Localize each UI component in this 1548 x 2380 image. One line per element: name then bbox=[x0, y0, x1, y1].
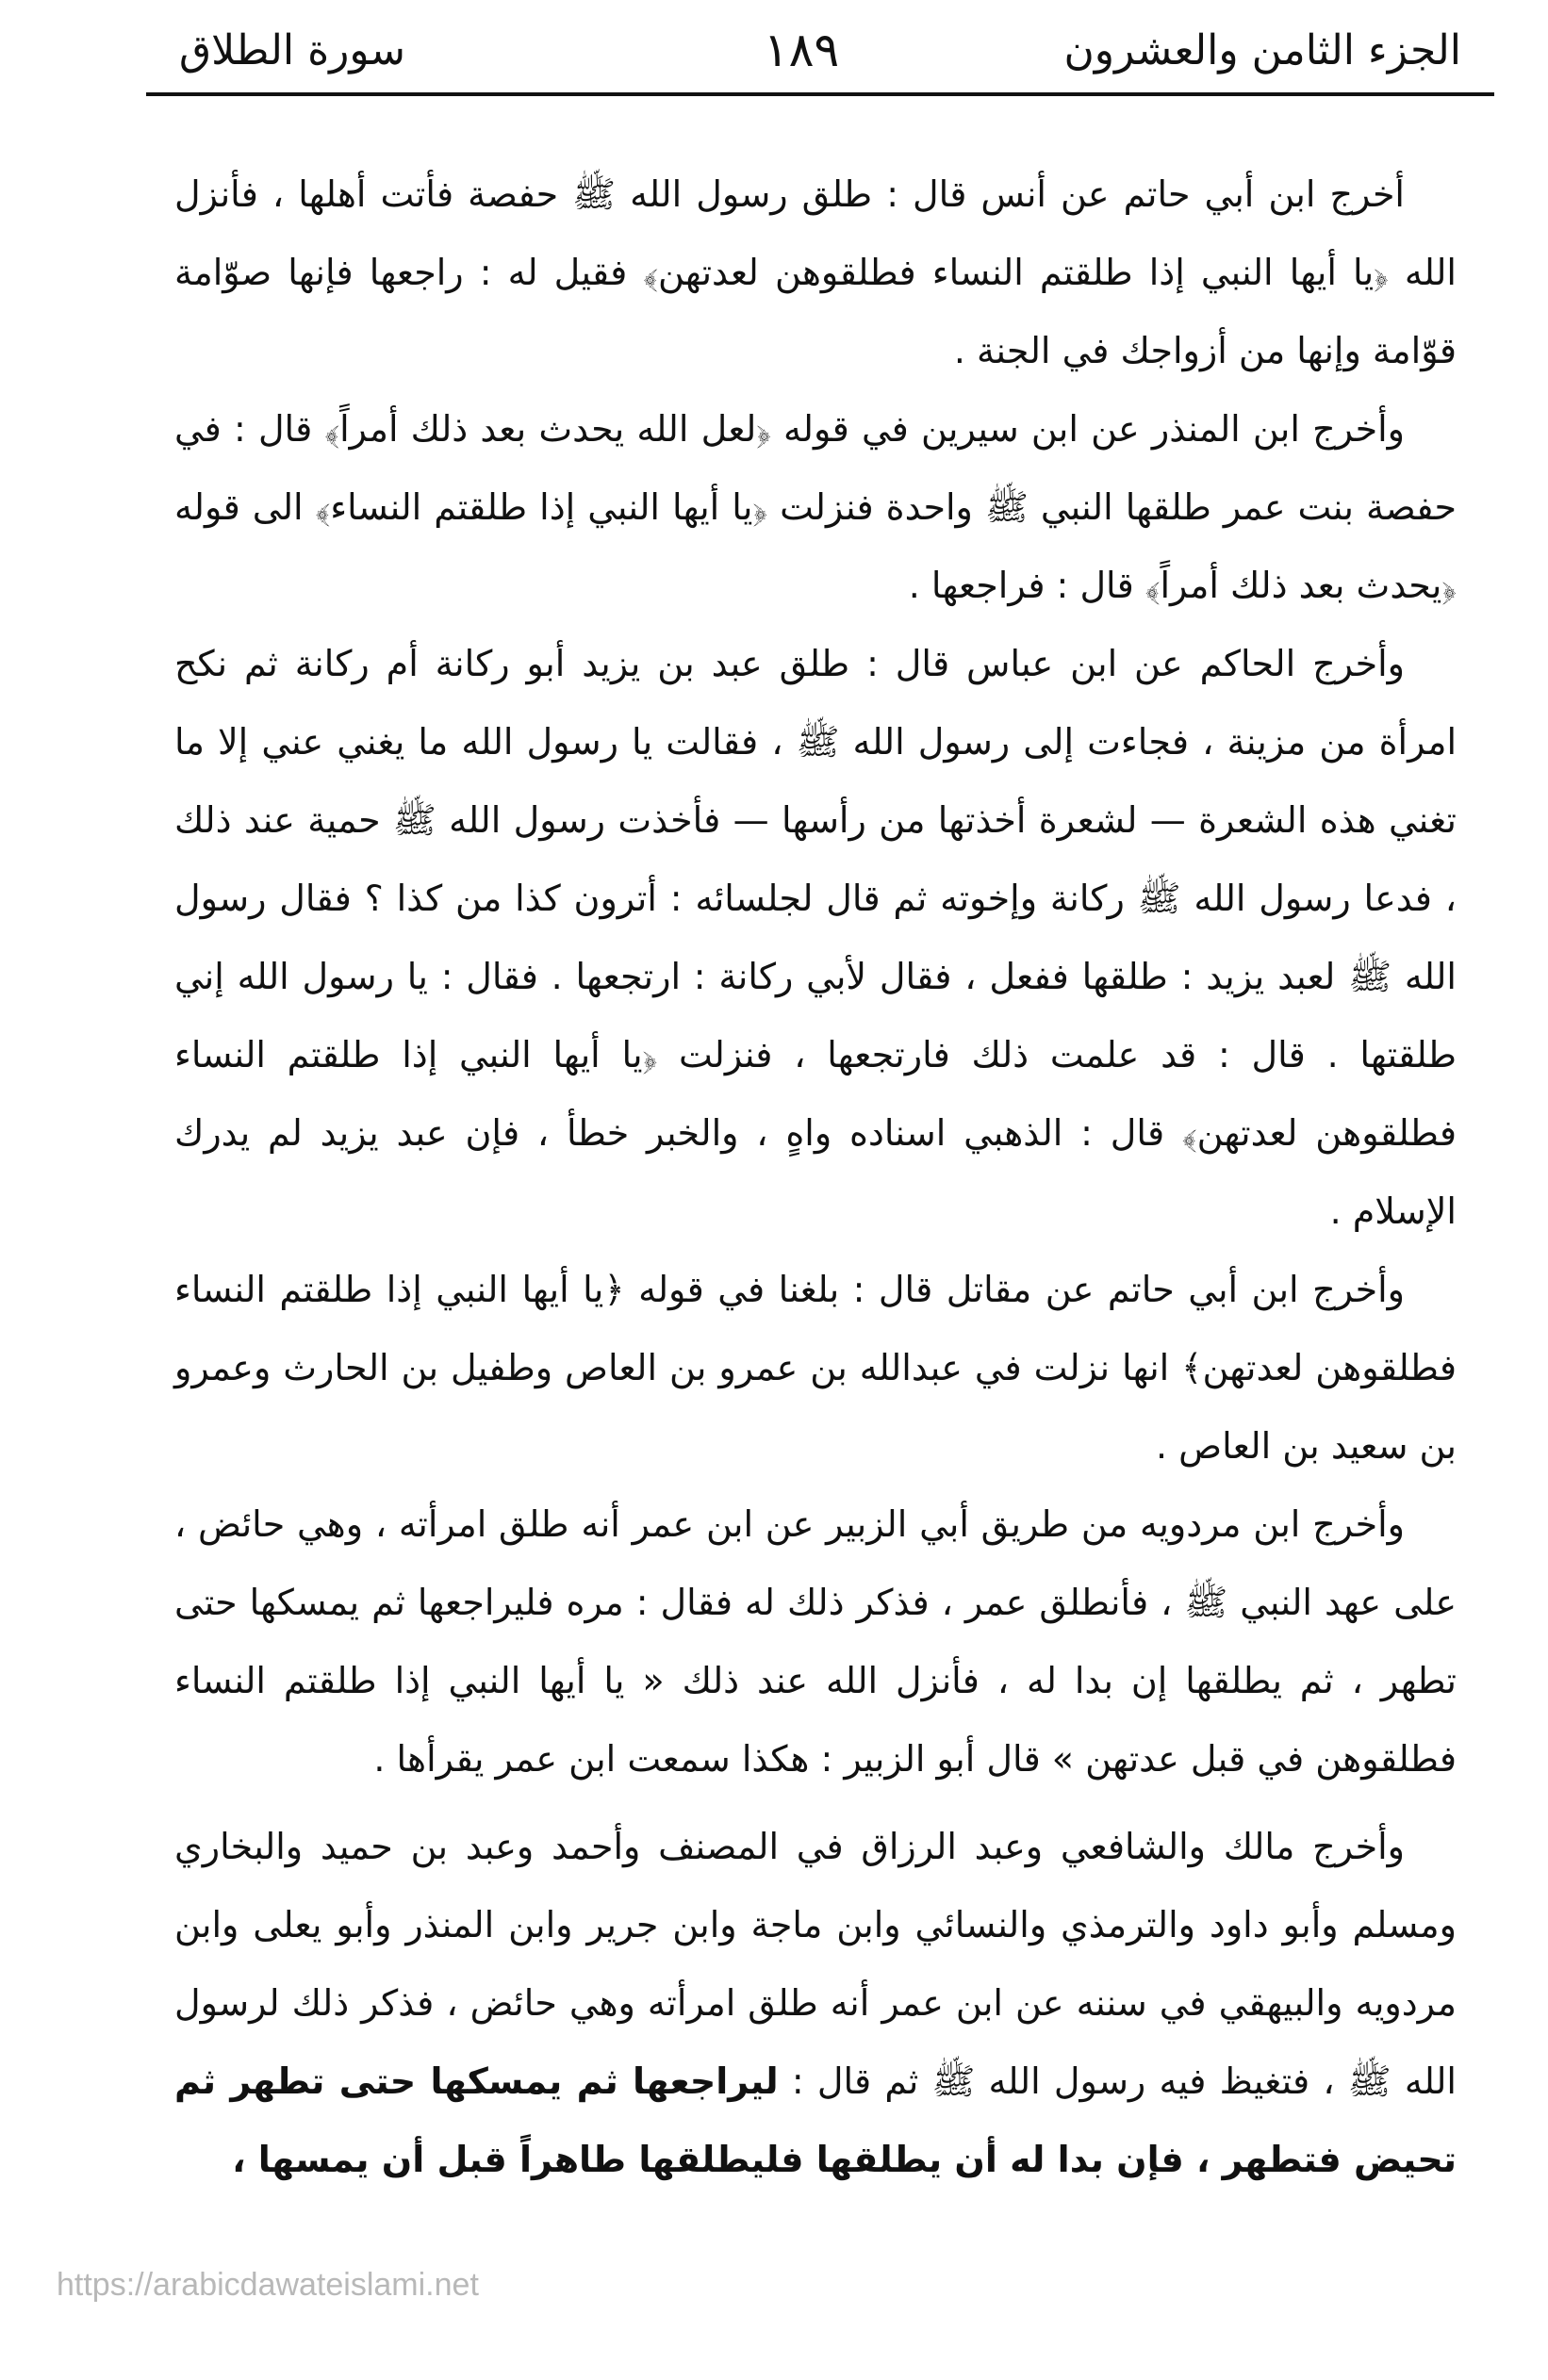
watermark-url: https://arabicdawateislami.net bbox=[57, 2267, 479, 2303]
page-body bbox=[174, 156, 1457, 2199]
header-divider bbox=[146, 92, 1494, 96]
page-number: ١٨٩ bbox=[763, 23, 840, 77]
paragraph-ibn-abbas: وأخرج الحاكم عن ابن عباس قال : طلق عبد بن يزيد أبو ركانة أم ركانة ثم نكح امرأة من مزينة ، فجاءت إلى رسول الله ﷺ ، فقالت يا رسول الله ما يغني عني إلا ما تغني هذه الشعرة — لشعرة أخذتها من رأسها — فأخذت رسول الله ﷺ حمية عند ذلك ، فدعا رسول الله ﷺ ركانة وإخوته ثم قال لجلسائه : أترون كذا من كذا ؟ فقال رسول الله ﷺ لعبد يزيد : طلقها ففعل ، فقال لأبي ركانة : ارتجعها . فقال : يا رسول الله إني طلقتها . قال : قد علمت ذلك فارتجعها ، فنزلت ﴿يا أيها النبي إذا طلقتم النساء فطلقوهن لعدتهن﴾ قال : الذهبي اسناده واهٍ ، والخبر خطأ ، فإن عبد يزيد لم يدرك الإسلام . bbox=[174, 643, 1457, 1232]
running-head-part: الجزء الثامن والعشرون bbox=[1063, 26, 1461, 74]
paragraph-anas: أخرج ابن أبي حاتم عن أنس قال : طلق رسول الله ﷺ حفصة فأتت أهلها ، فأنزل الله ﴿يا أيها النبي إذا طلقتم النساء فطلقوهن لعدتهن﴾ فقيل له : راجعها فإنها صوّامة قوّامة وإنها من أزواجك في الجنة . bbox=[174, 173, 1457, 371]
paragraph-malik-bold-text: ليراجعها ثم يمسكها حتى تطهر ثم تحيض فتطهر ، فإن بدا له أن يطلقها فليطلقها طاهراً قبل أن يمسها ، bbox=[174, 2060, 1457, 2180]
paragraph-muqatil: وأخرج ابن أبي حاتم عن مقاتل قال : بلغنا في قوله ﴿يا أيها النبي إذا طلقتم النساء فطلقوهن لعدتهن﴾ انها نزلت في عبدالله بن عمرو بن العاص وطفيل بن الحارث وعمرو بن سعيد بن العاص . bbox=[174, 1269, 1457, 1467]
running-head-surah: سورة الطلاق bbox=[179, 26, 406, 74]
paragraph-malik bbox=[174, 1808, 1457, 2199]
paragraph-abu-zubair: وأخرج ابن مردويه من طريق أبي الزبير عن ابن عمر أنه طلق امرأته ، وهي حائض ، على عهد النبي ﷺ ، فأنطلق عمر ، فذكر ذلك له فقال : مره فليراجعها ثم يمسكها حتى تطهر ، ثم يطلقها إن بدا له ، فأنزل الله عند ذلك « يا أيها النبي إذا طلقتم النساء فطلقوهن في قبل عدتهن » قال أبو الزبير : هكذا سمعت ابن عمر يقرأها . bbox=[174, 1503, 1457, 1780]
paragraph-malik-text: وأخرج مالك والشافعي وعبد الرزاق في المصنف وأحمد وعبد بن حميد والبخاري ومسلم وأبو داود والترمذي والنسائي وابن ماجة وابن جرير وابن المنذر وأبو يعلى وابن مردويه والبيهقي في سننه عن ابن عمر أنه طلق امرأته وهي حائض ، فذكر ذلك لرسول الله ﷺ ، فتغيظ فيه رسول الله ﷺ ثم قال : bbox=[174, 1826, 1457, 2102]
page-header bbox=[141, 17, 1461, 92]
paragraph-ibn-sirin: وأخرج ابن المنذر عن ابن سيرين في قوله ﴿لعل الله يحدث بعد ذلك أمراً﴾ قال : في حفصة بنت عمر طلقها النبي ﷺ واحدة فنزلت ﴿يا أيها النبي إذا طلقتم النساء﴾ الى قوله ﴿يحدث بعد ذلك أمراً﴾ قال : فراجعها . bbox=[174, 408, 1457, 606]
